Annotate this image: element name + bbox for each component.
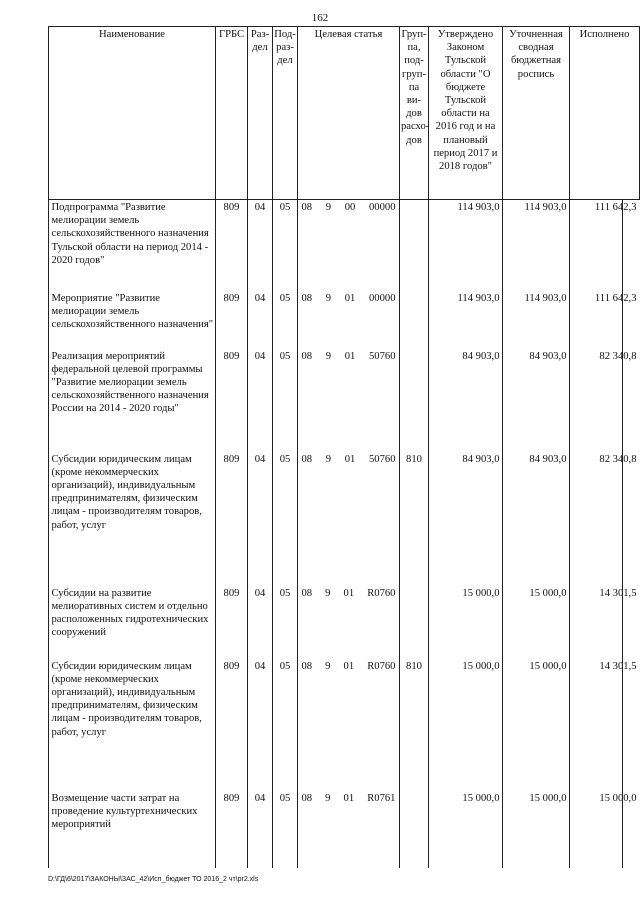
target-program: 08 — [301, 587, 313, 599]
cell-approved: 15 000,0 — [462, 660, 500, 672]
cell-vid: 810 — [406, 453, 422, 465]
header-grbs: ГРБС — [216, 27, 248, 200]
budget-table — [48, 26, 640, 857]
header-name: Наименование — [49, 27, 216, 200]
cell-podrazdel: 05 — [279, 587, 291, 599]
cell-vid — [400, 586, 429, 659]
cell-razdel: 04 — [254, 660, 266, 672]
table-row — [49, 659, 640, 791]
cell-executed: 111 642,3 — [594, 202, 637, 213]
cell-vid — [400, 791, 429, 857]
cell-grbs: 809 — [223, 350, 240, 362]
header-target: Целевая статья — [298, 27, 400, 200]
rule-left — [48, 200, 49, 868]
target-event: 01 — [343, 792, 355, 804]
table-row — [49, 452, 640, 586]
rule-refined — [569, 200, 570, 868]
target-event: 01 — [344, 453, 356, 465]
target-direction: 00000 — [369, 202, 396, 213]
target-subprogram: 9 — [325, 292, 332, 304]
cell-grbs: 809 — [223, 660, 240, 672]
cell-target — [298, 452, 400, 586]
cell-name: Субсидии юридическим лицам (кроме некоммерческих организаций), индивидуальным предпринимателям, физическим лицам - производителям товаров, работ, услуг — [51, 453, 202, 531]
cell-executed: 14 301,5 — [599, 660, 637, 672]
target-subprogram: 9 — [325, 587, 331, 599]
rule-name — [215, 200, 216, 868]
cell-refined: 15 000,0 — [529, 587, 567, 599]
target-direction: R0761 — [367, 792, 396, 804]
cell-target — [298, 200, 400, 291]
cell-approved: 15 000,0 — [462, 792, 500, 804]
target-program: 08 — [301, 453, 313, 465]
cell-grbs: 809 — [223, 587, 240, 599]
cell-podrazdel: 05 — [279, 350, 291, 362]
cell-target — [298, 791, 400, 857]
cell-executed: 15 000,0 — [599, 792, 637, 804]
cell-podrazdel: 05 — [279, 202, 291, 213]
rule-podrazdel — [297, 200, 298, 868]
cell-razdel: 04 — [254, 587, 266, 599]
cell-name: Реализация мероприятий федеральной целевой программы "Развитие мелиорации земель сельскохозяйственного назначения России на 2014 - 2020 годы" — [51, 350, 209, 415]
cell-refined: 84 903,0 — [529, 453, 567, 465]
cell-approved: 84 903,0 — [462, 453, 500, 465]
cell-grbs: 809 — [223, 292, 240, 304]
cell-razdel: 04 — [254, 202, 266, 213]
rule-razdel — [272, 200, 273, 868]
target-event: 01 — [344, 350, 356, 362]
cell-name: Возмещение части затрат на проведение культуртехнических мероприятий — [51, 792, 198, 830]
header-vid: Груп-па, под-груп-па ви-дов расхо-дов — [400, 27, 429, 200]
table-row — [49, 791, 640, 857]
cell-name: Подпрограмма "Развитие мелиорации земель сельскохозяйственного назначения Тульской области на период 2014 - 2020 годов" — [51, 202, 209, 266]
cell-podrazdel: 05 — [279, 453, 291, 465]
target-subprogram: 9 — [325, 202, 332, 213]
target-program: 08 — [301, 792, 313, 804]
cell-razdel: 04 — [254, 792, 266, 804]
cell-refined: 114 903,0 — [524, 292, 567, 304]
cell-executed: 14 301,5 — [599, 587, 637, 599]
cell-name: Субсидии юридическим лицам (кроме некоммерческих организаций), индивидуальным предпринимателям, физическим лицам - производителям товаров, работ, услуг — [51, 660, 202, 738]
file-path-footer: D:\ГД\6\2017\ЗАКОНЫ\ЗАС_42\Исп_бюджет ТО 2016_2 чт\pr2.xls — [48, 876, 259, 883]
target-subprogram: 9 — [325, 792, 331, 804]
target-subprogram: 9 — [325, 350, 332, 362]
target-subprogram: 9 — [325, 660, 331, 672]
cell-grbs: 809 — [223, 202, 240, 213]
cell-vid — [400, 200, 429, 291]
target-direction: R0760 — [367, 587, 396, 599]
cell-podrazdel: 05 — [279, 660, 291, 672]
cell-approved: 84 903,0 — [462, 350, 500, 362]
target-direction: R0760 — [367, 660, 396, 672]
target-program: 08 — [301, 350, 313, 362]
cell-executed: 111 642,3 — [594, 292, 637, 304]
table-row — [49, 200, 640, 291]
cell-grbs: 809 — [223, 792, 240, 804]
header-razdel: Раз-дел — [248, 27, 273, 200]
cell-target — [298, 659, 400, 791]
rule-vid — [428, 200, 429, 868]
cell-target — [298, 349, 400, 452]
target-event: 01 — [344, 292, 356, 304]
rule-target — [399, 200, 400, 868]
target-program: 08 — [301, 202, 313, 213]
cell-executed: 82 340,8 — [599, 453, 637, 465]
cell-name: Мероприятие "Развитие мелиорации земель сельскохозяйственного назначения" — [51, 292, 214, 330]
target-program: 08 — [301, 660, 313, 672]
cell-approved: 114 903,0 — [457, 202, 500, 213]
cell-refined: 114 903,0 — [524, 202, 567, 213]
cell-approved: 15 000,0 — [462, 587, 500, 599]
cell-executed: 82 340,8 — [599, 350, 637, 362]
rule-grbs — [247, 200, 248, 868]
header-executed: Исполнено — [570, 27, 640, 200]
target-direction: 00000 — [369, 292, 396, 304]
cell-razdel: 04 — [254, 453, 266, 465]
header-approved: Утверждено Законом Тульской области "О бюджете Тульской области на 2016 год и на плановый период 2017 и 2018 годов" — [429, 27, 503, 200]
cell-target — [298, 291, 400, 349]
table-row — [49, 586, 640, 659]
cell-vid — [400, 349, 429, 452]
cell-razdel: 04 — [254, 292, 266, 304]
cell-podrazdel: 05 — [279, 792, 291, 804]
target-direction: 50760 — [369, 453, 396, 465]
header-refined: Уточненная сводная бюджетная роспись — [503, 27, 570, 200]
target-subprogram: 9 — [325, 453, 332, 465]
cell-approved: 114 903,0 — [457, 292, 500, 304]
target-program: 08 — [301, 292, 313, 304]
cell-name: Субсидии на развитие мелиоративных систем и отдельно расположенных гидротехнических сооружений — [51, 587, 209, 639]
rule-right — [622, 200, 623, 868]
page-number: 162 — [311, 12, 329, 24]
target-event: 00 — [344, 202, 356, 213]
cell-vid: 810 — [406, 660, 422, 672]
cell-grbs: 809 — [223, 453, 240, 465]
table-row — [49, 291, 640, 349]
cell-vid — [400, 291, 429, 349]
table-row — [49, 349, 640, 452]
cell-refined: 84 903,0 — [529, 350, 567, 362]
header-podrazdel: Под-раз-дел — [273, 27, 298, 200]
cell-refined: 15 000,0 — [529, 660, 567, 672]
header-row — [49, 27, 640, 200]
cell-target — [298, 586, 400, 659]
cell-podrazdel: 05 — [279, 292, 291, 304]
cell-refined: 15 000,0 — [529, 792, 567, 804]
target-direction: 50760 — [369, 350, 396, 362]
cell-razdel: 04 — [254, 350, 266, 362]
target-event: 01 — [343, 660, 355, 672]
rule-approved — [502, 200, 503, 868]
target-event: 01 — [343, 587, 355, 599]
